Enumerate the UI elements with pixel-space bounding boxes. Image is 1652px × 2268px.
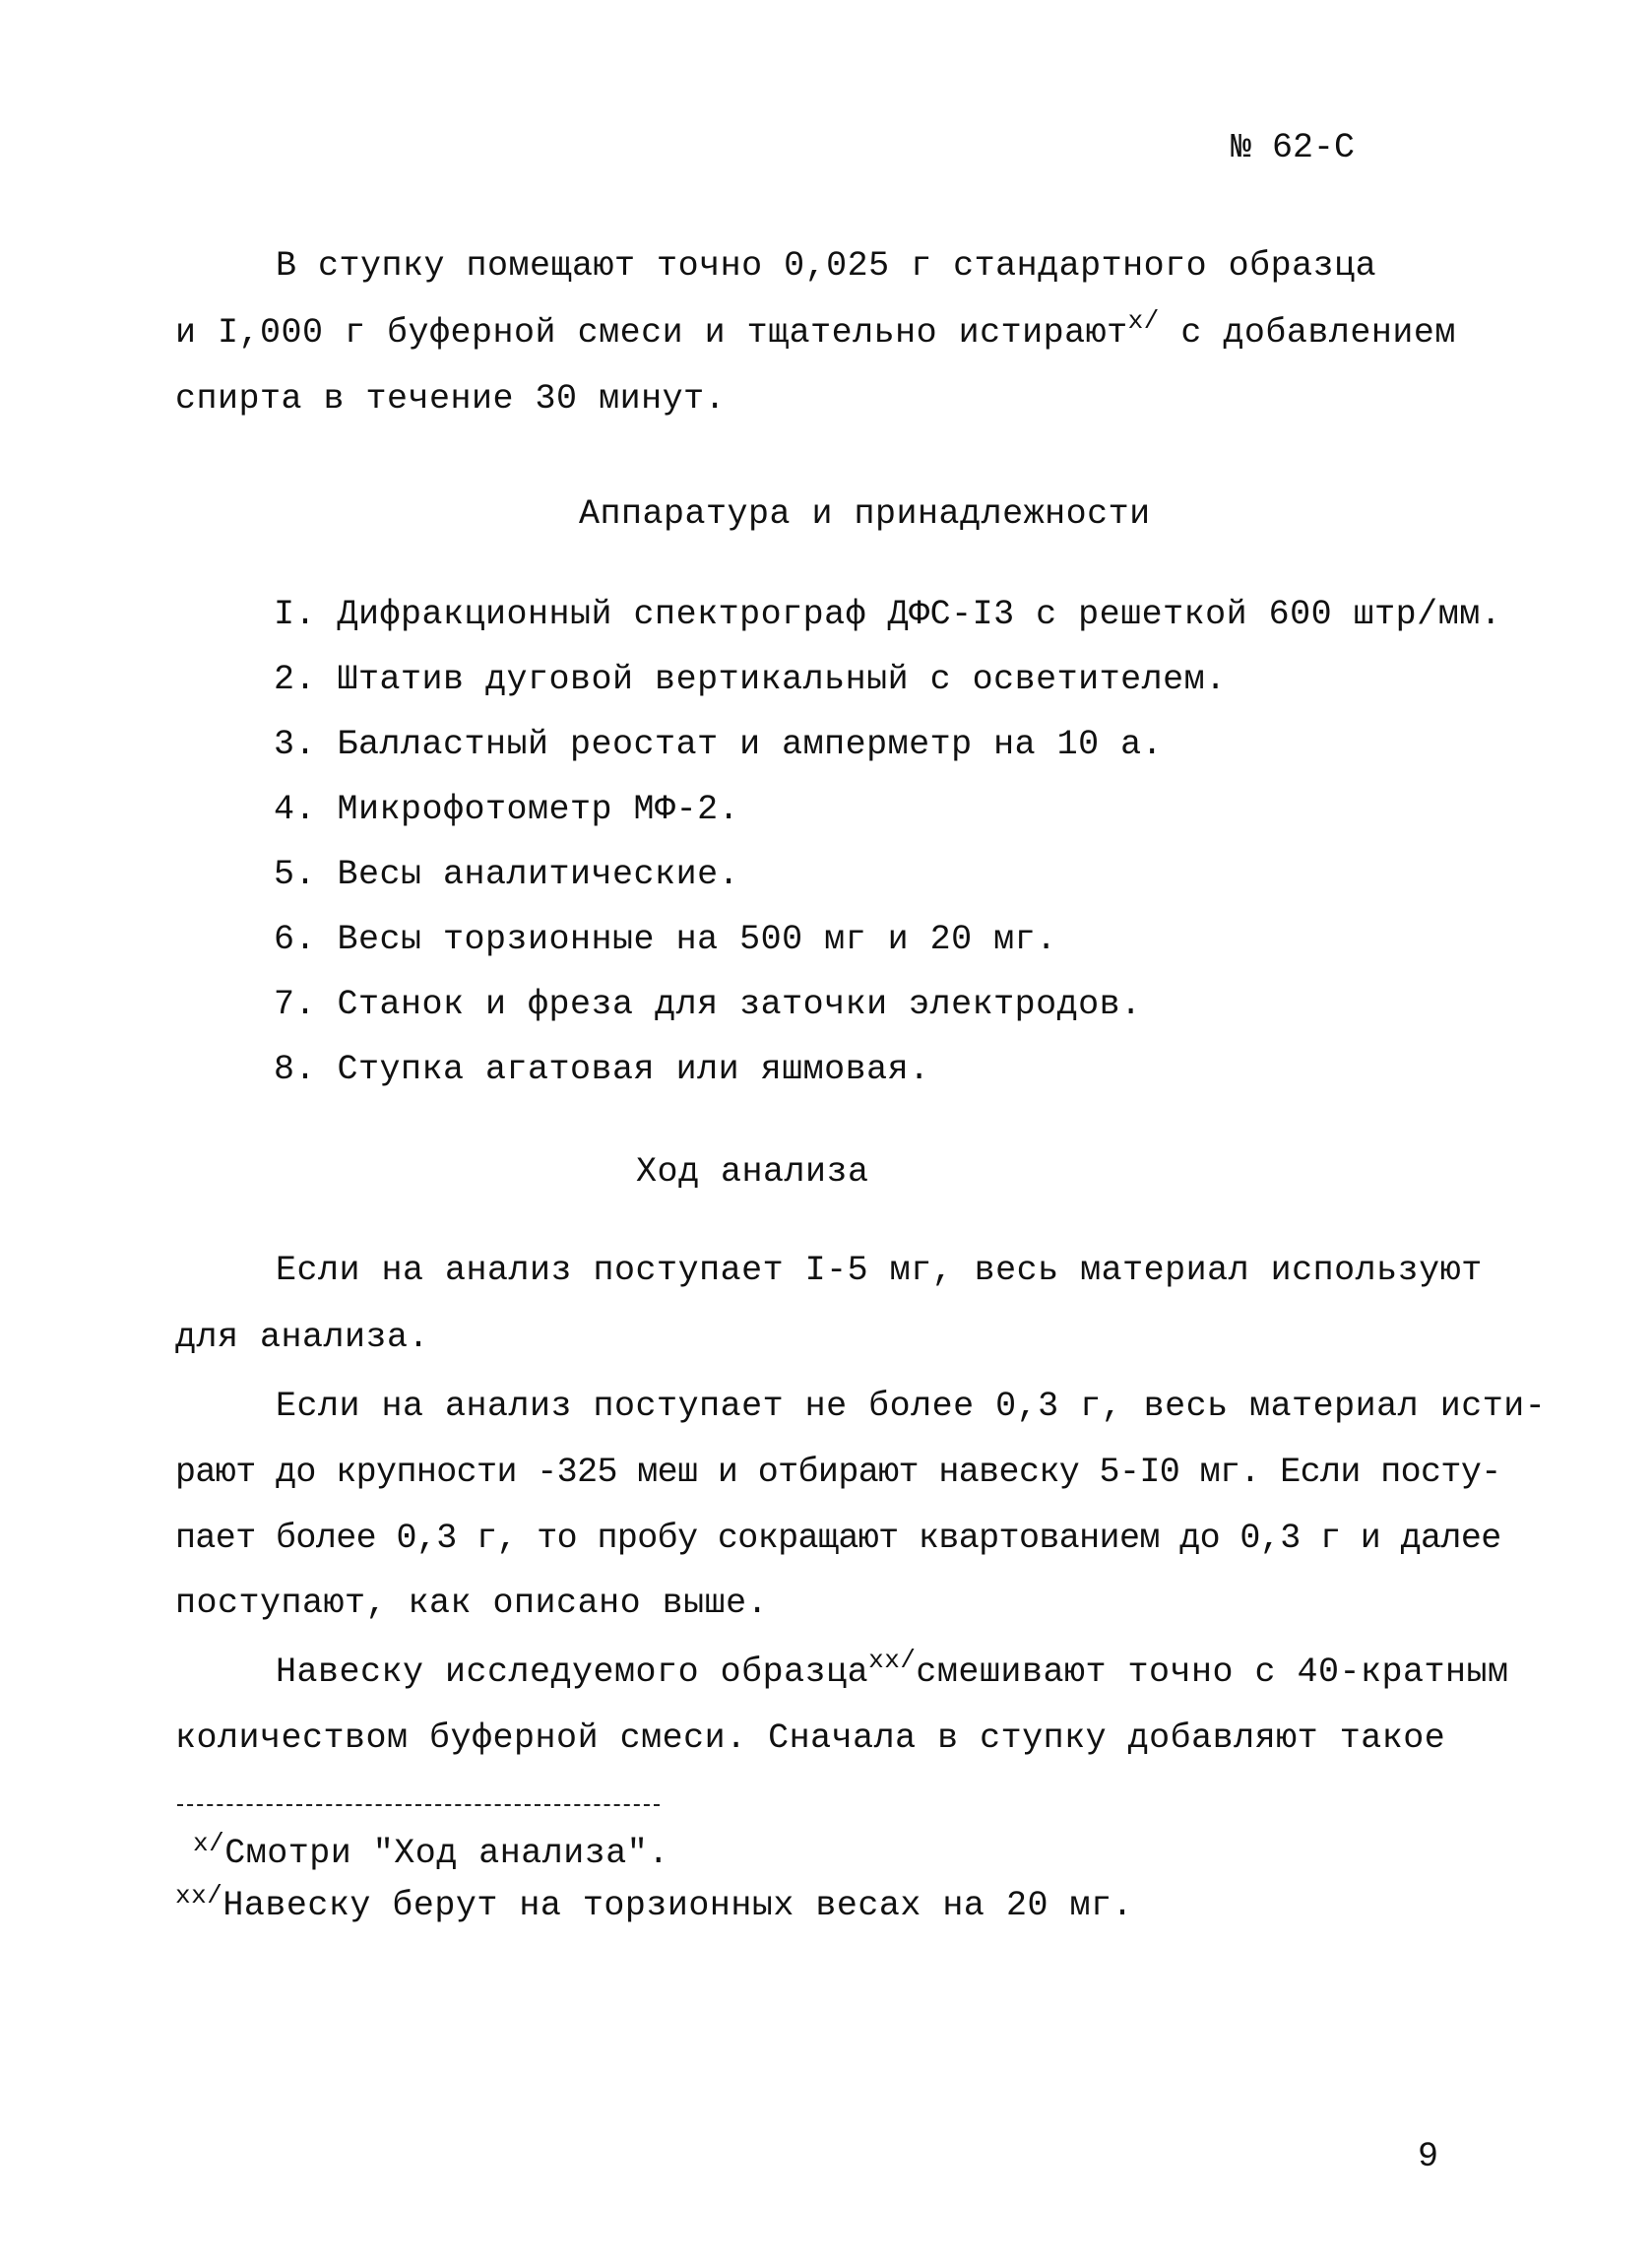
analysis-p3-line-1-end: смешивают точно с 40-кратным	[916, 1652, 1509, 1692]
apparatus-item: 2. Штатив дуговой вертикальный с осветителем.	[274, 660, 1227, 699]
apparatus-item: 5. Весы аналитические.	[274, 855, 740, 894]
analysis-p2-line-1: Если на анализ поступает не более 0,3 г, весь материал исти-	[276, 1387, 1547, 1426]
intro-line-2-text: и I,000 г буферной смеси и тщательно истирают	[175, 313, 1128, 353]
analysis-p1-line-2: для анализа.	[175, 1318, 430, 1357]
apparatus-item: 7. Станок и фреза для заточки электродов.	[274, 985, 1142, 1024]
analysis-p3-line-1-text: Навеску исследуемого образца	[276, 1652, 869, 1692]
intro-line-1: В ступку помещают точно 0,025 г стандартного образца	[276, 246, 1377, 286]
footnote-divider	[177, 1804, 660, 1806]
footnote-mark-2: хх/	[175, 1881, 223, 1911]
apparatus-item: 8. Ступка агатовая или яшмовая.	[274, 1050, 930, 1089]
page-number: 9	[1418, 2137, 1439, 2176]
analysis-p1-line-1: Если на анализ поступает I-5 мг, весь материал используют	[276, 1251, 1483, 1290]
footnote-2	[175, 1881, 1133, 1925]
analysis-p2-line-3: пает более 0,3 г, то пробу сокращают квартованием до 0,3 г и далее	[175, 1519, 1501, 1558]
apparatus-item: I. Дифракционный спектрограф ДФС-I3 с решеткой 600 штр/мм.	[274, 595, 1502, 634]
document-number: № 62-С	[1231, 128, 1356, 167]
analysis-p3-line-2: количеством буферной смеси. Сначала в ступку добавляют такое	[175, 1718, 1446, 1758]
analysis-p3-line-1	[276, 1646, 1509, 1692]
analysis-p2-line-4: поступают, как описано выше.	[175, 1584, 769, 1623]
footnote-2-text: Навеску берут на торзионных весах на 20 мг.	[222, 1886, 1133, 1925]
apparatus-item: 3. Балластный реостат и амперметр на 10 а.	[274, 725, 1164, 764]
footnote-1-text: Смотри "Ход анализа".	[224, 1834, 669, 1873]
footnote-ref-2: хх/	[868, 1646, 917, 1675]
apparatus-heading: Аппаратура и принадлежности	[579, 494, 1151, 534]
apparatus-item: 4. Микрофотометр МФ-2.	[274, 790, 740, 829]
intro-line-3: спирта в течение 30 минут.	[175, 379, 727, 419]
footnote-mark-1: х/	[193, 1829, 225, 1858]
analysis-p2-line-2: рают до крупности -325 меш и отбирают навеску 5-I0 мг. Если посту-	[175, 1453, 1501, 1492]
footnote-ref-1: х/	[1127, 306, 1160, 336]
intro-line-2-end: с добавлением	[1159, 313, 1456, 353]
apparatus-item: 6. Весы торзионные на 500 мг и 20 мг.	[274, 920, 1057, 959]
analysis-heading: Ход анализа	[636, 1152, 869, 1192]
footnote-1	[193, 1829, 669, 1873]
intro-line-2	[175, 306, 1456, 353]
